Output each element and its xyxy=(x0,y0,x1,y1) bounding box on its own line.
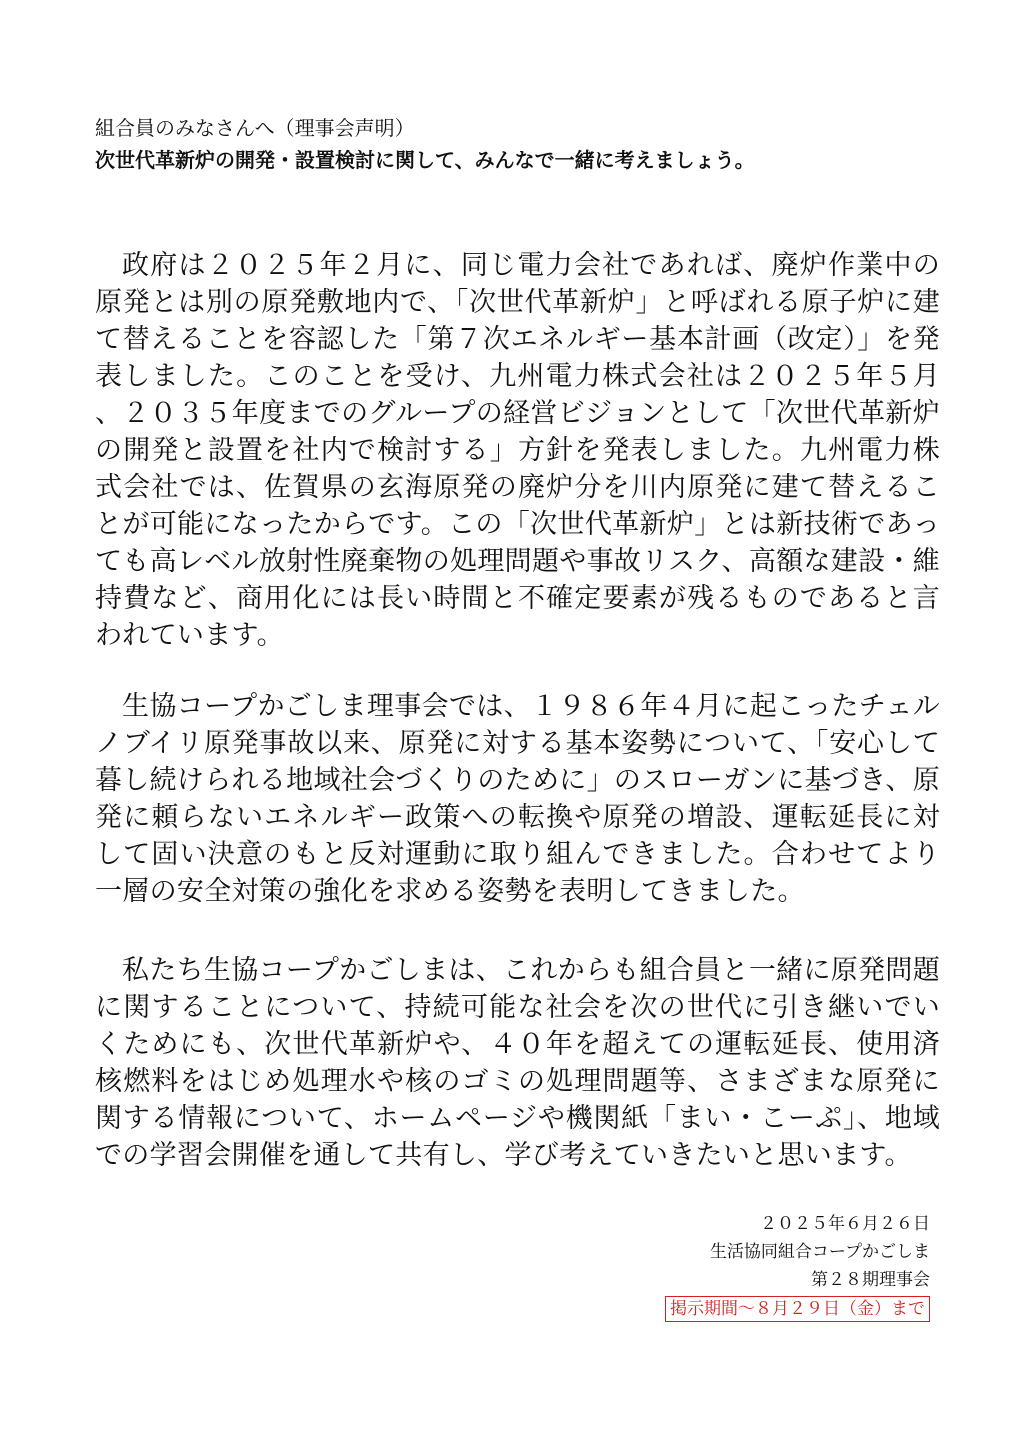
paragraph-1: 政府は２０２５年２月に、同じ電力会社であれば、廃炉作業中の原発とは別の原発敷地内で、「次世代革新炉」と呼ばれる原子炉に建て替えることを容認した「第７次エネルギー基本計画（改定）」を発表しました。このことを受け、九州電力株式会社は２０２５年５月、２０３５年度までのグループの経営ビジョンとして「次世代革新炉の開発と設置を社内で検討する」方針を発表しました。九州電力株式会社では、佐賀県の玄海原発の廃炉分を川内原発に建て替えることが可能になったからです。この「次世代革新炉」とは新技術であっても高レベル放射性廃棄物の処理問題や事故リスク、高額な建設・維持費など、商用化には長い時間と不確定要素が残るものであると言われています。 xyxy=(95,250,940,651)
statement-date: ２０２５年６月２６日 xyxy=(760,1214,930,1234)
paragraph-3: 私たち生協コープかごしまは、これからも組合員と一緒に原発問題に関することについて、持続可能な社会を次の世代に引き継いでいくためにも、次世代革新炉や、４０年を超えての運転延長、使用済核燃料をはじめ処理水や核のゴミの処理問題等、さまざまな原発に関する情報について、ホームページや機関紙「まい・こーぷ」、地域での学習会開催を通して共有し、学び考えていきたいと思います。 xyxy=(95,955,940,1171)
paragraph-2: 生協コープかごしま理事会では、１９８６年４月に起こったチェルノブイリ原発事故以来、原発に対する基本姿勢について、「安心して暮し続けられる地域社会づくりのために」のスローガンに基づき、原発に頼らないエネルギー政策への転換や原発の増設、運転延長に対して固い決意のもと反対運動に取り組んできました。合わせてより一層の安全対策の強化を求める姿勢を表明してきました。 xyxy=(95,691,940,907)
heading-title: 次世代革新炉の開発・設置検討に関して、みんなで一緒に考えましょう。 xyxy=(95,148,755,172)
posting-period-notice: 掲示期間～８月２９日（金）まで xyxy=(665,1296,930,1322)
organization-name: 生活協同組合コープかごしま xyxy=(709,1242,930,1262)
board-name: 第２８期理事会 xyxy=(811,1270,930,1290)
heading-block xyxy=(95,113,955,177)
heading-subtitle: 組合員のみなさんへ（理事会声明） xyxy=(95,116,415,140)
signature-block xyxy=(665,1210,930,1323)
